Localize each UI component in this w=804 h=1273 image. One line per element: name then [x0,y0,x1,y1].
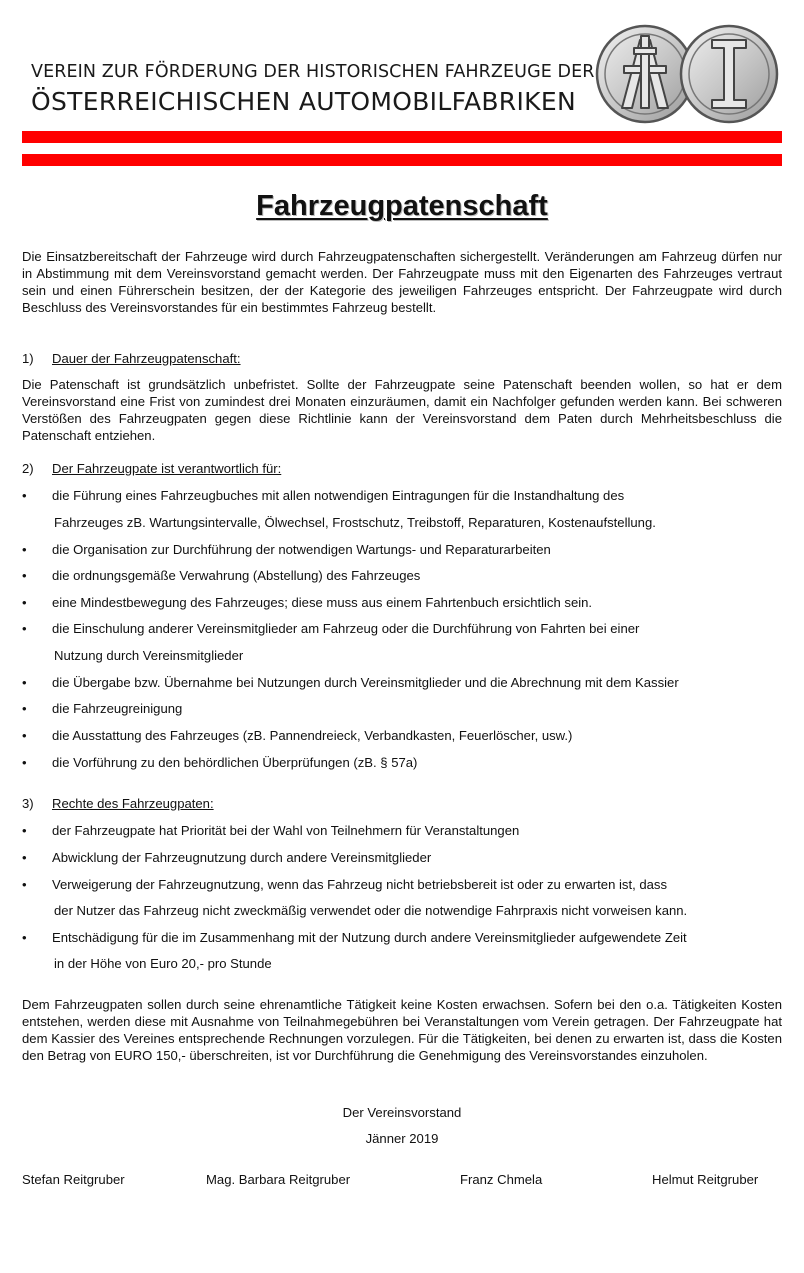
list-item: • Entschädigung für die im Zusammenhang mit der Nutzung durch andere Vereinsmitglieder aufgewendete Zeit [22,930,687,945]
section-3-heading [22,795,214,812]
club-logo [594,22,780,126]
section-label: Dauer der Fahrzeugpatenschaft: [52,351,241,366]
list-item: • die Ausstattung des Fahrzeuges (zB. Pannendreieck, Verbandkasten, Feuerlöscher, usw.) [22,728,573,743]
list-item: • die Übergabe bzw. Übernahme bei Nutzungen durch Vereinsmitglieder und die Abrechnung mit dem Kassier [22,675,679,690]
section-number: 2) [22,461,34,476]
list-item-continuation: in der Höhe von Euro 20,- pro Stunde [54,956,272,971]
letterhead [0,0,804,175]
board-signature-line: Der Vereinsvorstand [342,1105,462,1120]
list-item: • die ordnungsgemäße Verwahrung (Abstellung) des Fahrzeuges [22,568,421,583]
list-item-continuation: Fahrzeuges zB. Wartungsintervalle, Ölwechsel, Frostschutz, Treibstoff, Reparaturen, Kostenaufstellung. [54,515,656,530]
section-2-heading [22,460,281,477]
section-1-text: Die Patenschaft ist grundsätzlich unbefristet. Sollte der Fahrzeugpate seine Patenschaft beenden wollen, so hat er dem Vereinsvorstand eine Frist von zumindest drei Monaten einzuräumen, damit ein Nachfolger gefunden werden kann. Bei schweren Verstößen des Fahrzeugpaten gegen diese Richtlinie kann der Vereinsvorstand dem Paten durch Mehrheitsbeschluss die Patenschaft entziehen. [22,377,782,443]
intro-paragraph: Die Einsatzbereitschaft der Fahrzeuge wird durch Fahrzeugpatenschaften sichergestellt. Veränderungen am Fahrzeug dürfen nur in Abstimmung mit dem Vereinsvorstand gemacht werden. Der Fahrzeugpate muss mit den Eigenarten des Fahrzeuges vertraut sein und einen Führerschein besitzen, der der Kategorie des jeweiligen Fahrzeuges entspricht. Der Fahrzeugpate wird durch Beschluss des Vereinsvorstandes für ein bestimmtes Fahrzeug bestellt. [22,249,782,315]
organization-name-line2: ÖSTERREICHISCHEN AUTOMOBILFABRIKEN [31,87,576,116]
list-item: • Verweigerung der Fahrzeugnutzung, wenn das Fahrzeug nicht betriebsbereit ist oder zu erwarten ist, dass [22,877,668,892]
section-number: 3) [22,796,34,811]
list-item-continuation: Nutzung durch Vereinsmitglieder [54,648,244,663]
list-item: • die Führung eines Fahrzeugbuches mit allen notwendigen Eintragungen für die Instandhaltung des [22,488,625,503]
section-label: Rechte des Fahrzeugpaten: [52,796,214,811]
list-item: • die Vorführung zu den behördlichen Überprüfungen (zB. § 57a) [22,755,418,770]
document-title: Fahrzeugpatenschaft [256,190,548,222]
signatory-name: Stefan Reitgruber [22,1172,125,1187]
list-item: • die Einschulung anderer Vereinsmitglieder am Fahrzeug oder die Durchführung von Fahrten bei einer [22,621,640,636]
list-item-continuation: der Nutzer das Fahrzeug nicht zweckmäßig verwendet oder die notwendige Fahrpraxis nicht vorweisen kann. [54,903,688,918]
list-item: • der Fahrzeugpate hat Priorität bei der Wahl von Teilnehmern für Veranstaltungen [22,823,520,838]
list-item: • eine Mindestbewegung des Fahrzeuges; diese muss aus einem Fahrtenbuch ersichtlich sein. [22,595,593,610]
section-number: 1) [22,351,34,366]
signatory-name: Mag. Barbara Reitgruber [206,1172,351,1187]
list-item: • die Fahrzeugreinigung [22,701,183,716]
organization-name-line1: VEREIN ZUR FÖRDERUNG DER HISTORISCHEN FAHRZEUGE DER [31,62,595,82]
section-label: Der Fahrzeugpate ist verantwortlich für: [52,461,282,476]
signatory-name: Helmut Reitgruber [652,1172,759,1187]
red-stripe-top [22,131,782,143]
red-stripe-bottom [22,154,782,166]
document-date: Jänner 2019 [365,1131,439,1146]
signatory-name: Franz Chmela [460,1172,543,1187]
closing-paragraph: Dem Fahrzeugpaten sollen durch seine ehrenamtliche Tätigkeit keine Kosten erwachsen. Sofern bei den o.a. Tätigkeiten Kosten entstehen, werden diese mit Ausnahme von Teilnahmegebühren bei Veranstaltungen vom Verein getragen. Der Fahrzeugpate hat dem Kassier des Vereines entsprechende Rechnungen vorzulegen. Für die Tätigkeiten, bei denen zu erwarten ist, dass die Kosten den Betrag von EURO 150,- überschreiten, ist vor Durchführung die Genehmigung des Vereinsvorstandes einzuholen. [22,997,782,1063]
section-1-heading [22,350,241,367]
list-item: • die Organisation zur Durchführung der notwendigen Wartungs- und Reparaturarbeiten [22,542,551,557]
list-item: • Abwicklung der Fahrzeugnutzung durch andere Vereinsmitglieder [22,850,432,865]
